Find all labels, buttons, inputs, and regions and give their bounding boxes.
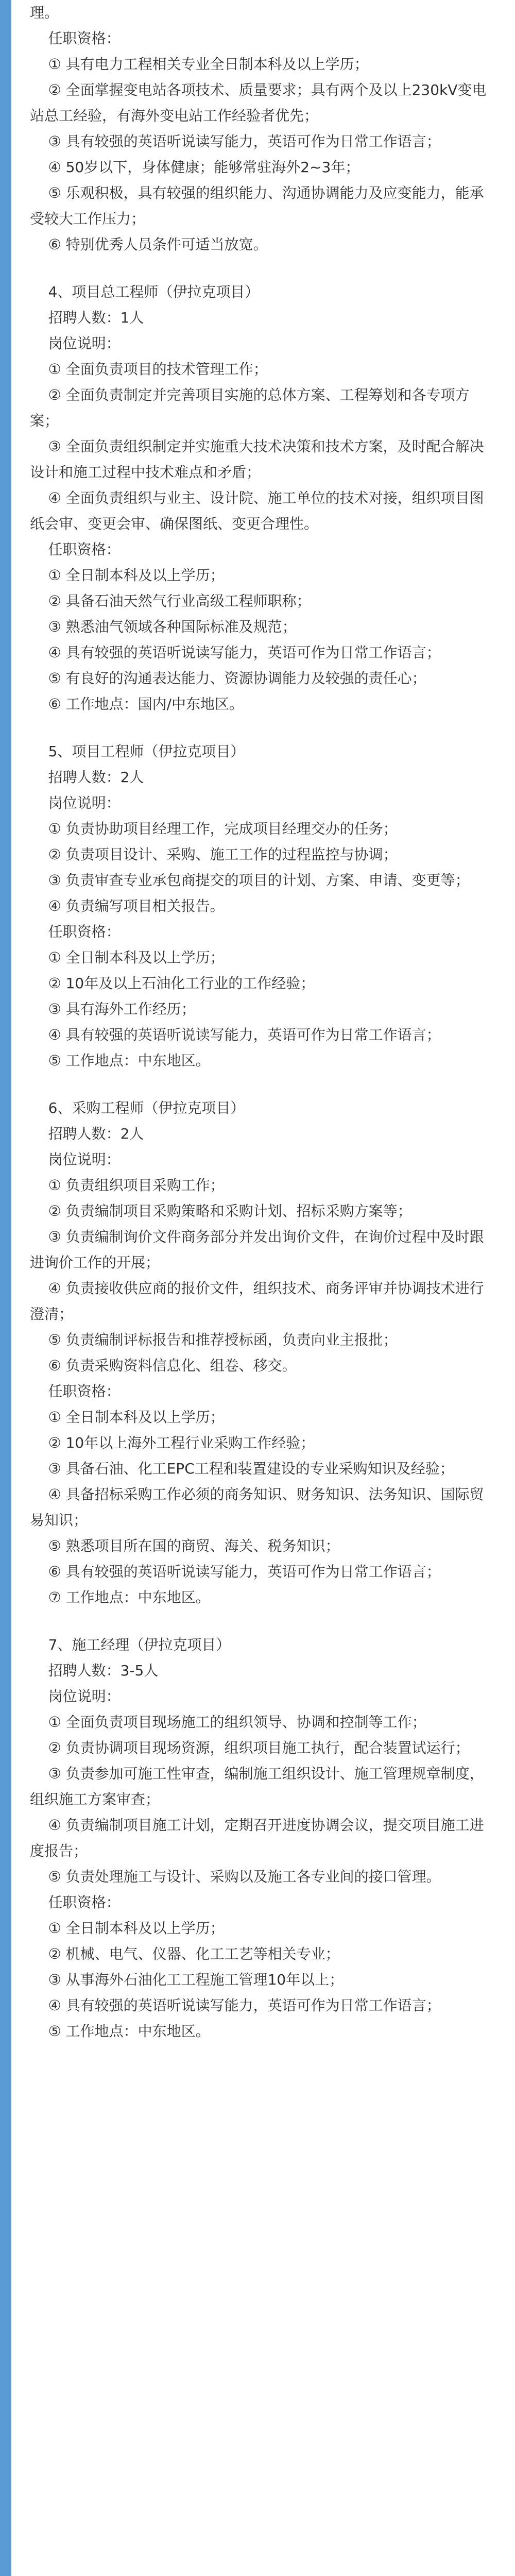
paragraph: ⑥ 工作地点：国内/中东地区。 — [30, 696, 244, 713]
paragraph: ⑥ 具有较强的英语听说读写能力，英语可作为日常工作语言； — [30, 1563, 441, 1580]
paragraph: 招聘人数：3-5人 — [30, 1662, 159, 1679]
paragraph: ⑤ 有良好的沟通表达能力、资源协调能力及较强的责任心； — [30, 670, 426, 687]
paragraph: ③ 负责审查专业承包商提交的项目的计划、方案、申请、变更等； — [30, 872, 470, 889]
paragraph: ② 10年以上海外工程行业采购工作经验； — [30, 1434, 315, 1451]
paragraph: 任职资格： — [30, 541, 121, 558]
paragraph: ④ 具有较强的英语听说读写能力，英语可作为日常工作语言； — [30, 644, 441, 661]
paragraph: ① 全面负责项目现场施工的组织领导、协调和控制等工作； — [30, 1714, 426, 1731]
paragraph: ③ 从事海外石油化工工程施工管理10年以上； — [30, 1971, 344, 1988]
paragraph: ④ 具备招标采购工作必须的商务知识、财务知识、法务知识、国际贸易知识； — [30, 1486, 484, 1529]
section-spacer — [30, 1611, 493, 1632]
paragraph: ⑤ 负责处理施工与设计、采购以及施工各专业间的接口管理。 — [30, 1868, 441, 1885]
paragraph: ④ 50岁以下，身体健康；能够常驻海外2~3年； — [30, 159, 360, 176]
paragraph: 岗位说明： — [30, 1151, 121, 1168]
left-accent-bar — [0, 0, 11, 2576]
paragraph: 6、采购工程师（伊拉克项目） — [30, 1099, 245, 1116]
paragraph: ③ 负责编制询价文件商务部分并发出询价文件，在询价过程中及时跟进询价工作的开展； — [30, 1228, 484, 1271]
section-spacer — [30, 717, 493, 739]
paragraph: ② 负责编制项目采购策略和采购计划、招标采购方案等； — [30, 1202, 412, 1219]
paragraph: ⑦ 工作地点：中东地区。 — [30, 1589, 210, 1606]
paragraph: ① 具有电力工程相关专业全日制本科及以上学历； — [30, 56, 369, 73]
paragraph: ③ 具有较强的英语听说读写能力，英语可作为日常工作语言； — [30, 133, 441, 150]
paragraph: 4、项目总工程师（伊拉克项目） — [30, 283, 260, 300]
paragraph: ⑥ 负责采购资料信息化、组卷、移交。 — [30, 1357, 297, 1374]
paragraph: ④ 负责编制项目施工计划，定期召开进度协调会议，提交项目施工进度报告； — [30, 1817, 484, 1859]
paragraph: ① 全面负责项目的技术管理工作； — [30, 361, 268, 378]
paragraph: ② 全面负责制定并完善项目实施的总体方案、工程筹划和各专项方案； — [30, 386, 470, 429]
paragraph: ④ 负责接收供应商的报价文件，组织技术、商务评审并协调技术进行澄清； — [30, 1280, 484, 1323]
paragraph: 7、施工经理（伊拉克项目） — [30, 1636, 231, 1653]
paragraph: ④ 全面负责组织与业主、设计院、施工单位的技术对接，组织项目图纸会审、变更会审、确保图纸、变更合理性。 — [30, 489, 484, 532]
paragraph: 岗位说明： — [30, 335, 121, 352]
paragraph: 招聘人数：2人 — [30, 1125, 144, 1142]
paragraph: ③ 熟悉油气领域各种国际标准及规范； — [30, 618, 297, 635]
paragraph: ⑤ 工作地点：中东地区。 — [30, 1052, 210, 1069]
paragraph: ① 全日制本科及以上学历； — [30, 949, 225, 966]
paragraph: ② 负责协调项目现场资源，组织项目施工执行，配合装置试运行； — [30, 1739, 470, 1756]
paragraph: ⑤ 乐观积极，具有较强的组织能力、沟通协调能力及应变能力，能承受较大工作压力； — [30, 184, 484, 227]
section-spacer — [30, 1074, 493, 1095]
paragraph: ① 负责组织项目采购工作； — [30, 1177, 225, 1194]
section-spacer — [30, 258, 493, 279]
paragraph: ⑤ 工作地点：中东地区。 — [30, 2023, 210, 2040]
paragraph: ② 机械、电气、仪器、化工工艺等相关专业； — [30, 1945, 340, 1962]
paragraph: ① 全日制本科及以上学历； — [30, 1409, 225, 1426]
paragraph: 岗位说明： — [30, 794, 121, 811]
paragraph: ① 全日制本科及以上学历； — [30, 567, 225, 584]
paragraph: ⑤ 熟悉项目所在国的商贸、海关、税务知识； — [30, 1537, 340, 1554]
paragraph: ② 10年及以上石油化工行业的工作经验； — [30, 975, 315, 992]
paragraph: 任职资格： — [30, 1383, 121, 1400]
paragraph: ② 具备石油天然气行业高级工程师职称； — [30, 592, 311, 609]
article-content — [30, 0, 493, 2044]
paragraph: ④ 负责编写项目相关报告。 — [30, 897, 225, 914]
paragraph: 招聘人数：1人 — [30, 309, 144, 326]
paragraph: ④ 具有较强的英语听说读写能力，英语可作为日常工作语言； — [30, 1997, 441, 2014]
paragraph: ① 全日制本科及以上学历； — [30, 1920, 225, 1937]
paragraph: 招聘人数：2人 — [30, 769, 144, 786]
paragraph: ③ 负责参加可施工性审查，编制施工组织设计、施工管理规章制度，组织施工方案审查； — [30, 1765, 484, 1808]
paragraph: ② 全面掌握变电站各项技术、质量要求；具有两个及以上230kV变电站总工经验，有海外变电站工作经验者优先； — [30, 81, 487, 124]
paragraph: ① 负责协助项目经理工作，完成项目经理交办的任务； — [30, 820, 398, 837]
paragraph: 任职资格： — [30, 1894, 121, 1911]
paragraph: ③ 具有海外工作经历； — [30, 1001, 196, 1018]
paragraph: ⑥ 特别优秀人员条件可适当放宽。 — [30, 236, 268, 253]
paragraph: ③ 具备石油、化工EPC工程和装置建设的专业采购知识及经验； — [30, 1460, 454, 1477]
paragraph: ④ 具有较强的英语听说读写能力，英语可作为日常工作语言； — [30, 1026, 441, 1043]
paragraph: 5、项目工程师（伊拉克项目） — [30, 743, 245, 760]
paragraph: 理。 — [30, 4, 59, 21]
paragraph: 任职资格： — [30, 923, 121, 940]
paragraph: ② 负责项目设计、采购、施工工作的过程监控与协调； — [30, 846, 398, 863]
paragraph: ⑤ 负责编制评标报告和推荐授标函，负责向业主报批； — [30, 1331, 398, 1348]
paragraph: ③ 全面负责组织制定并实施重大技术决策和技术方案，及时配合解决设计和施工过程中技术难点和矛盾； — [30, 438, 484, 481]
paragraph: 任职资格： — [30, 30, 121, 47]
paragraph: 岗位说明： — [30, 1688, 121, 1705]
